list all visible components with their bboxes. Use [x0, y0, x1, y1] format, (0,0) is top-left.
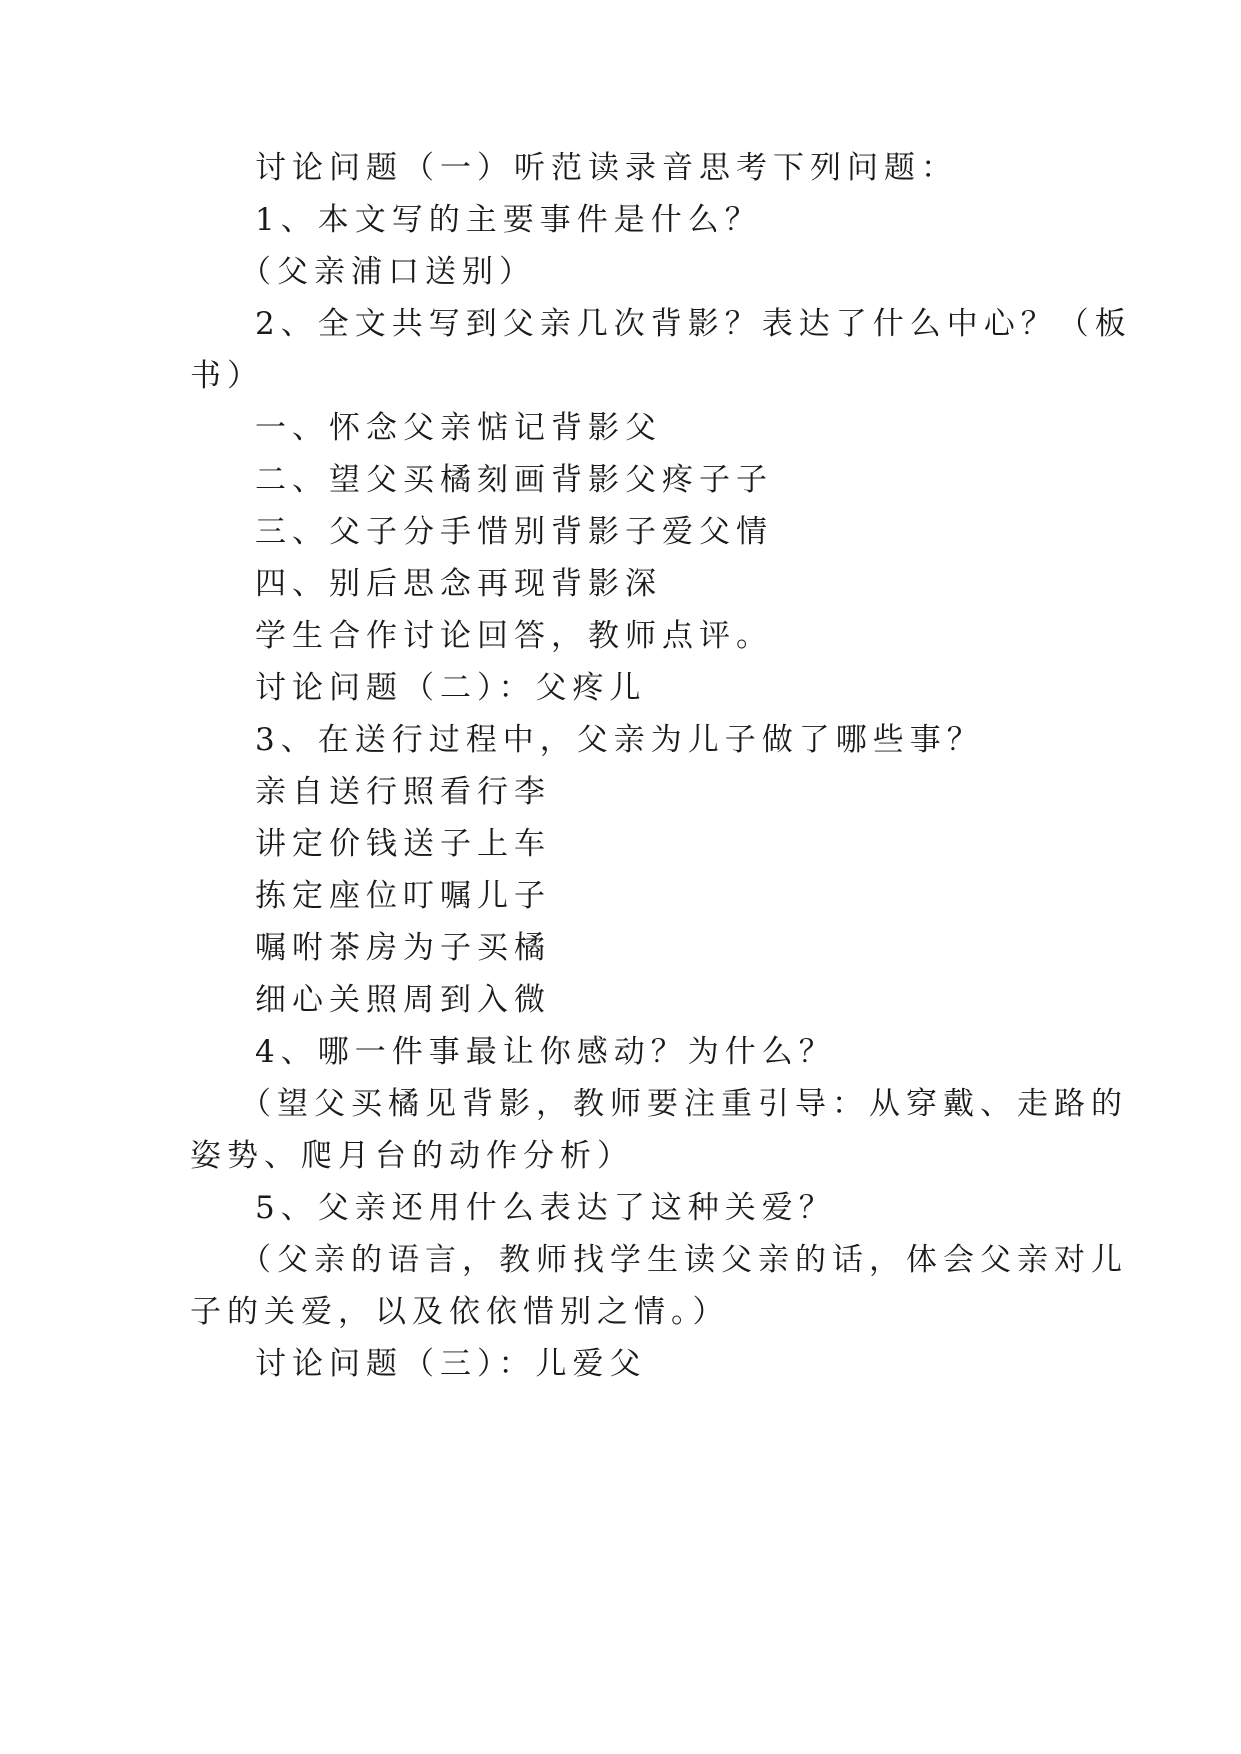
- answer-5-continued: 子的关爱，以及依依惜别之情。）: [190, 1294, 730, 1330]
- board-item-3: 三、父子分手惜别背影子爱父情: [255, 514, 773, 550]
- teacher-note-1: 学生合作讨论回答，教师点评。: [255, 618, 773, 654]
- board-item-1: 一、怀念父亲惦记背影父: [255, 410, 662, 446]
- answer-3-item-2: 讲定价钱送子上车: [255, 826, 551, 862]
- discussion-heading-3: 讨论问题（三）：儿爱父: [255, 1346, 647, 1382]
- question-2-continued: 书）: [190, 358, 264, 394]
- question-5: 5、父亲还用什么表达了这种关爱？: [255, 1190, 836, 1226]
- question-3: 3、在送行过程中，父亲为儿子做了哪些事？: [255, 722, 984, 758]
- board-item-2: 二、望父买橘刻画背影父疼子子: [255, 462, 773, 498]
- question-2: 2、全文共写到父亲几次背影？表达了什么中心？（板: [255, 306, 1132, 342]
- answer-4-continued: 姿势、爬月台的动作分析）: [190, 1138, 634, 1174]
- question-4: 4、哪一件事最让你感动？为什么？: [255, 1034, 836, 1070]
- discussion-heading-1: 讨论问题（一）听范读录音思考下列问题：: [255, 150, 958, 186]
- answer-5: （父亲的语言，教师找学生读父亲的话，体会父亲对儿: [240, 1242, 1128, 1278]
- answer-3-item-1: 亲自送行照看行李: [255, 774, 551, 810]
- answer-3-item-4: 嘱咐茶房为子买橘: [255, 930, 551, 966]
- discussion-heading-2: 讨论问题（二）：父疼儿: [255, 670, 647, 706]
- answer-3-item-3: 拣定座位叮嘱儿子: [255, 878, 551, 914]
- answer-1: （父亲浦口送别）: [240, 254, 536, 290]
- answer-3-item-5: 细心关照周到入微: [255, 982, 551, 1018]
- answer-4: （望父买橘见背影，教师要注重引导：从穿戴、走路的: [240, 1086, 1128, 1122]
- board-item-4: 四、别后思念再现背影深: [255, 566, 662, 602]
- question-1: 1、本文写的主要事件是什么？: [255, 202, 762, 238]
